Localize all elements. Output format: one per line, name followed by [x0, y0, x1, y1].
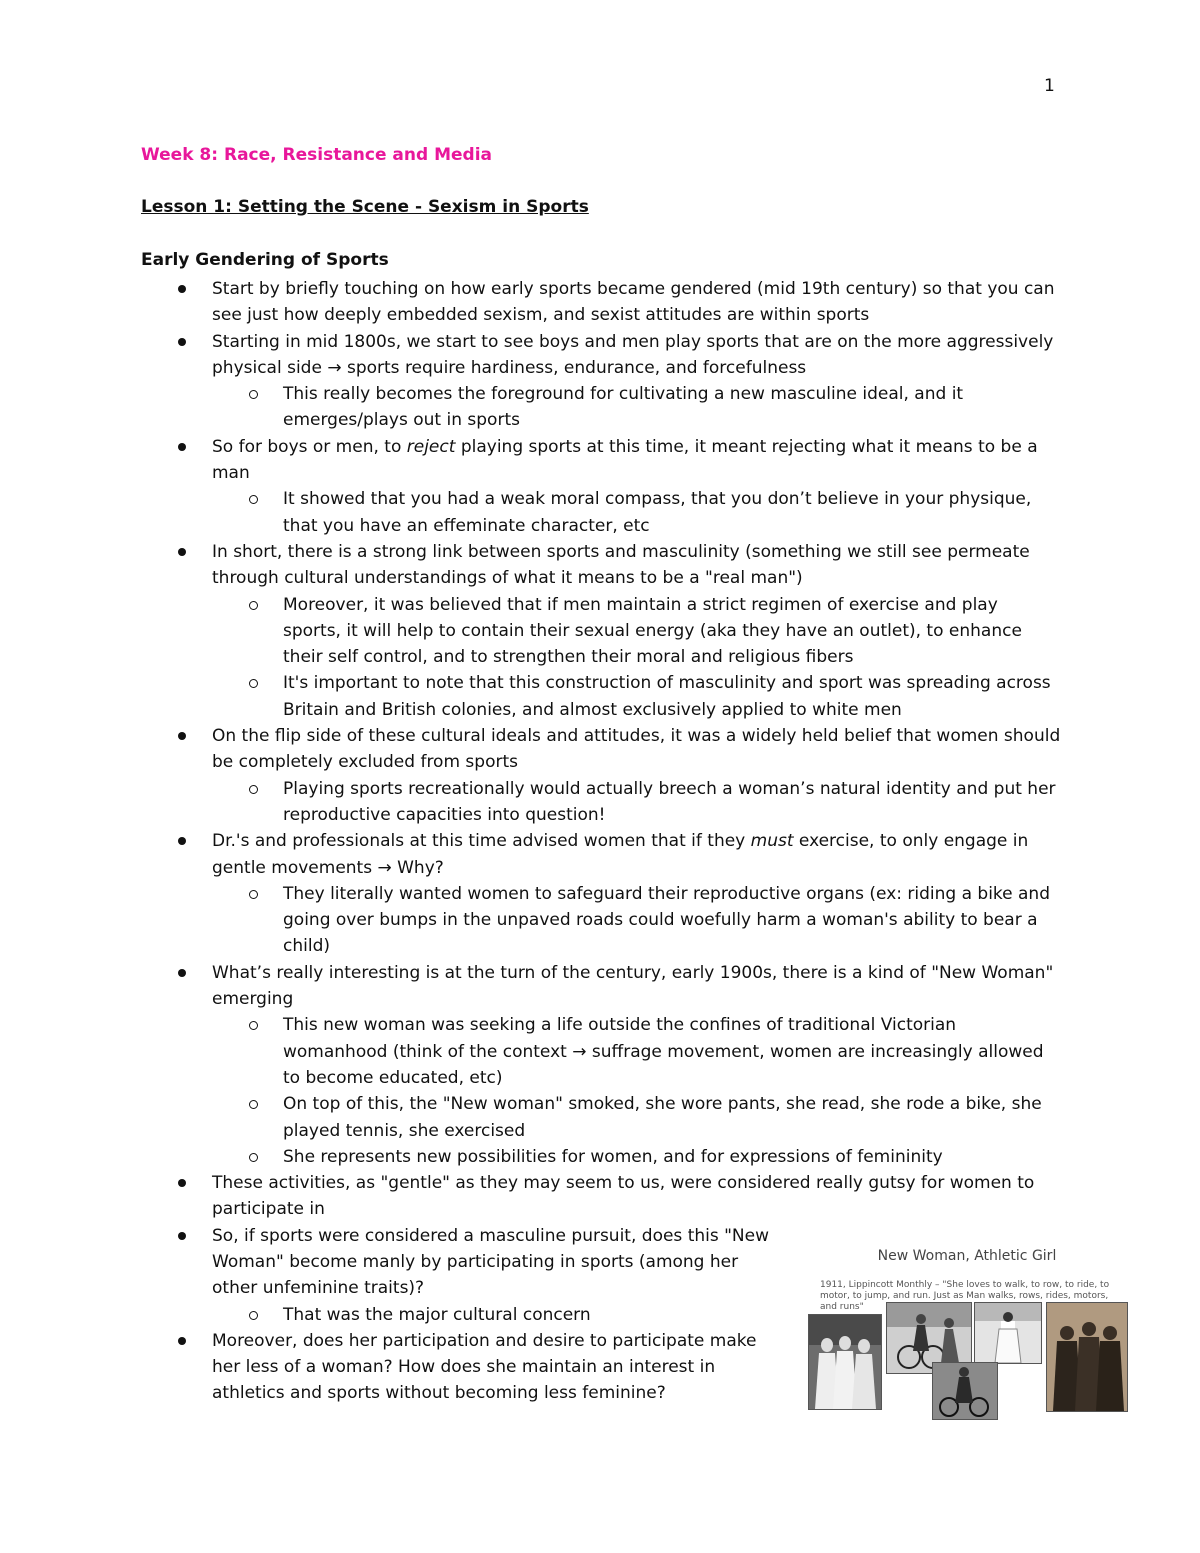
figure-caption: 1911, Lippincott Monthly – "She loves to walk, to row, to ride, to motor, to jump, and run. Just as Man walks, rows, rides, motors, and runs"	[820, 1280, 1110, 1312]
week-title: Week 8: Race, Resistance and Media	[141, 145, 493, 165]
sub-bullet-item: That was the major cultural concern	[141, 1302, 1061, 1328]
bullet-item: Dr.'s and professionals at this time advised women that if they must exercise, to only engage in gentle movements → Why?	[141, 828, 1061, 881]
photo-tennis	[974, 1302, 1042, 1364]
bullet-item: Start by briefly touching on how early sports became gendered (mid 19th century) so that you can see just how deeply embedded sexism, and sexist attitudes are within sports	[141, 276, 1061, 329]
new-woman-figure	[806, 1240, 1128, 1418]
lesson-title: Lesson 1: Setting the Scene - Sexism in Sports	[141, 197, 589, 217]
sub-bullet-item: This new woman was seeking a life outside the confines of traditional Victorian womanhood (think of the context → suffrage movement, women are increasingly allowed to become educated, etc)	[141, 1012, 1061, 1091]
section-heading: Early Gendering of Sports	[141, 250, 389, 270]
sub-bullet-item: They literally wanted women to safeguard their reproductive organs (ex: riding a bike and going over bumps in the unpaved roads could woefully harm a woman's ability to bear a child)	[141, 881, 1061, 960]
bullet-item: So for boys or men, to reject playing sports at this time, it meant rejecting what it means to be a man	[141, 434, 1061, 487]
sub-bullet-item: It showed that you had a weak moral compass, that you don’t believe in your physique, that you have an effeminate character, etc	[141, 486, 1061, 539]
photo-group-women	[1046, 1302, 1128, 1412]
sub-bullet-item: It's important to note that this construction of masculinity and sport was spreading across Britain and British colonies, and almost exclusively applied to white men	[141, 670, 1061, 723]
bullet-item: What’s really interesting is at the turn of the century, early 1900s, there is a kind of "New Woman" emerging	[141, 960, 1061, 1013]
sub-bullet-item: Playing sports recreationally would actually breech a woman’s natural identity and put her reproductive capacities into question!	[141, 776, 1061, 829]
sub-bullet-item: She represents new possibilities for women, and for expressions of femininity	[141, 1144, 1061, 1170]
emphasis-must: must	[750, 831, 794, 852]
photo-woman-bicycle	[932, 1362, 998, 1420]
bullet-list	[141, 276, 1061, 1407]
sub-bullet-item: On top of this, the "New woman" smoked, she wore pants, she read, she rode a bike, she played tennis, she exercised	[141, 1091, 1061, 1144]
bullet-item: On the flip side of these cultural ideals and attitudes, it was a widely held belief that women should be completely excluded from sports	[141, 723, 1061, 776]
bullet-item: Moreover, does her participation and desire to participate make her less of a woman? How does she maintain an interest in athletics and sports without becoming less feminine?	[141, 1328, 788, 1407]
bullet-item: Starting in mid 1800s, we start to see boys and men play sports that are on the more aggressively physical side → sports require hardiness, endurance, and forcefulness	[141, 329, 1061, 382]
photo-three-women	[808, 1314, 882, 1410]
emphasis-reject: reject	[406, 436, 456, 457]
bullet-item: So, if sports were considered a masculine pursuit, does this "New Woman" become manly by participating in sports (among her other unfeminine traits)?	[141, 1223, 788, 1302]
sub-bullet-item: Moreover, it was believed that if men maintain a strict regimen of exercise and play sports, it will help to contain their sexual energy (aka they have an outlet), to enhance their self control, and to strengthen their moral and religious fibers	[141, 592, 1061, 671]
sub-bullet-item: This really becomes the foreground for cultivating a new masculine ideal, and it emerges/plays out in sports	[141, 381, 1061, 434]
figure-title: New Woman, Athletic Girl	[877, 1248, 1057, 1264]
bullet-item: In short, there is a strong link between sports and masculinity (something we still see permeate through cultural understandings of what it means to be a "real man")	[141, 539, 1061, 592]
bullet-item: These activities, as "gentle" as they may seem to us, were considered really gutsy for women to participate in	[141, 1170, 1061, 1223]
page-number: 1	[1044, 76, 1055, 96]
